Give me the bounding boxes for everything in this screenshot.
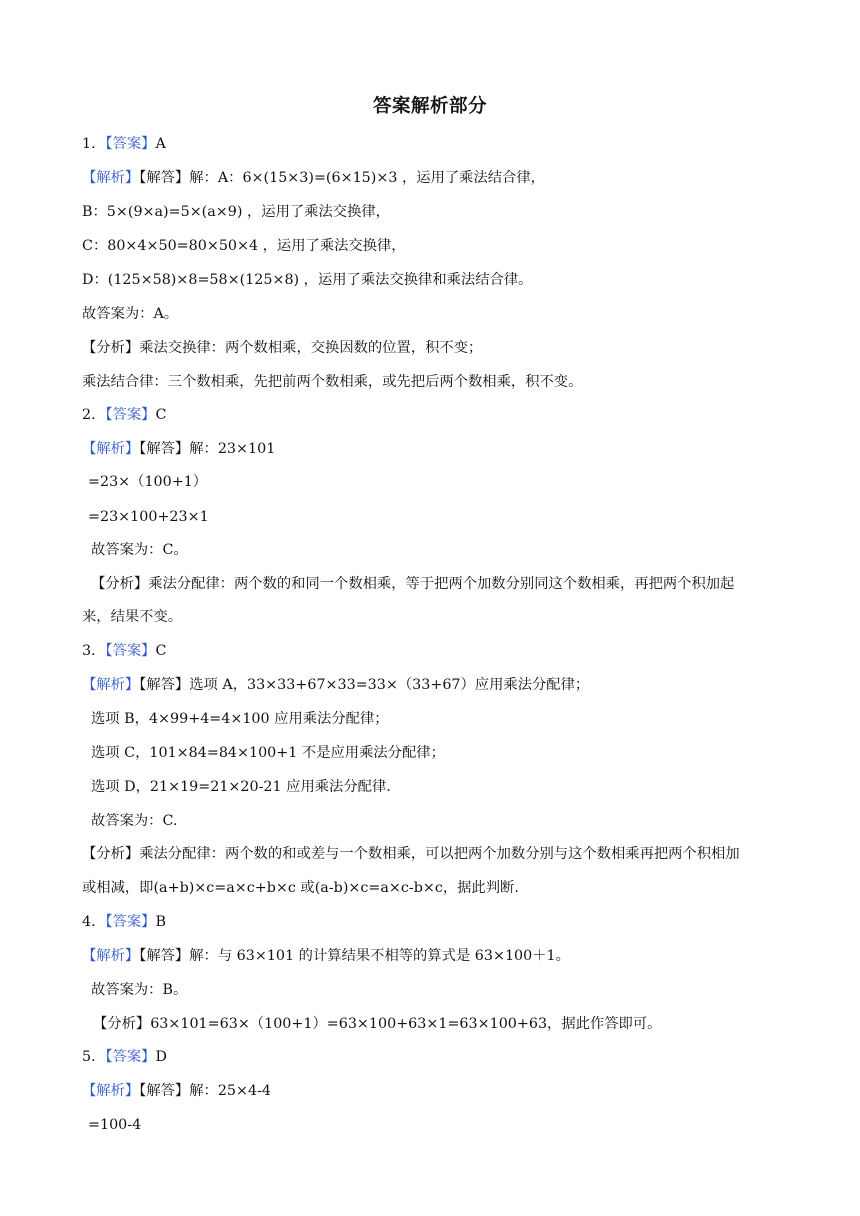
question-number: 3．: [82, 643, 106, 659]
fenxi-label: 【分析】: [82, 340, 140, 356]
q5-text-2: =100-4: [88, 1117, 142, 1133]
q3-analysis-line: [82, 844, 740, 864]
q1-analysis-text: 乘法交换律：两个数相乘，交换因数的位置，积不变；: [139, 340, 483, 356]
q3-answer-line: [82, 641, 166, 661]
q4-analysis-text: 63×101=63×（100+1）=63×100+63×1=63×100+63，据此作答即可。: [150, 1016, 662, 1032]
q4-text-2: 故答案为：B。: [91, 982, 188, 998]
q3-text-5: 故答案为：C.: [91, 813, 178, 829]
q2-explain-line: [82, 439, 275, 459]
q1-text-4: D：(125×58)×8=58×(125×8) ，运用了乘法交换律和乘法结合律。: [82, 272, 533, 288]
q2-text-4: 故答案为：C。: [91, 542, 188, 558]
q1-answer-line: [82, 134, 166, 154]
q1-analysis-line: [82, 338, 482, 358]
q2-answer-line: [82, 405, 166, 425]
q5-text-1: 解：25×4-4: [189, 1083, 272, 1099]
page-title: 答案解析部分: [372, 96, 487, 117]
jiexi-label: 【解析】: [82, 948, 140, 964]
answer-value: C: [155, 407, 167, 423]
answer-label: 【答案】: [105, 1049, 156, 1065]
question-number: 2．: [82, 407, 106, 423]
q4-explain-line: [82, 946, 570, 966]
q3-text-7: 或相减，即(a+b)×c=a×c+b×c 或(a-b)×c=a×c-b×c，据此判断.: [82, 880, 519, 896]
q3-text-4: 选项 D，21×19=21×20-21 应用乘法分配律.: [91, 779, 391, 795]
question-number: 5．: [82, 1049, 106, 1065]
q1-explain-line: [82, 168, 545, 188]
jiexi-label: 【解析】: [82, 170, 140, 186]
answer-label: 【答案】: [105, 407, 156, 423]
q4-text-1: 解：与 63×101 的计算结果不相等的算式是 63×100＋1。: [189, 948, 570, 964]
jieda-label: 【解答】: [139, 1083, 190, 1099]
fenxi-label: 【分析】: [91, 576, 149, 592]
jieda-label: 【解答】: [139, 677, 190, 693]
q1-text-5: 故答案为：A。: [82, 306, 179, 322]
fenxi-label: 【分析】: [82, 846, 140, 862]
q2-text-1: 解：23×101: [189, 441, 276, 457]
answer-value: A: [155, 136, 166, 152]
q5-answer-line: [82, 1047, 167, 1067]
q2-text-6: 来，结果不变。: [82, 609, 183, 625]
jiexi-label: 【解析】: [82, 677, 140, 693]
jieda-label: 【解答】: [139, 170, 190, 186]
jieda-label: 【解答】: [139, 948, 190, 964]
jieda-label: 【解答】: [139, 441, 190, 457]
q2-text-2: =23×（100+1）: [88, 474, 208, 490]
q4-analysis-line: [93, 1014, 661, 1034]
q1-text-3: C：80×4×50=80×50×4 ，运用了乘法交换律，: [82, 238, 406, 254]
q4-answer-line: [82, 912, 166, 932]
q5-explain-line: [82, 1081, 271, 1101]
q2-text-3: =23×100+23×1: [88, 509, 209, 525]
q1-text-1: 解：A：6×(15×3)=(6×15)×3 ，运用了乘法结合律，: [189, 170, 545, 186]
q1-text-7: 乘法结合律：三个数相乘，先把前两个数相乘，或先把后两个数相乘，积不变。: [82, 374, 583, 390]
q3-text-1: 选项 A，33×33+67×33=33×（33+67）应用乘法分配律；: [189, 677, 590, 693]
answer-label: 【答案】: [105, 914, 156, 930]
q3-explain-line: [82, 675, 589, 695]
q2-analysis-text: 乘法分配律：两个数的和同一个数相乘，等于把两个加数分别同这个数相乘，再把两个积加起: [148, 576, 735, 592]
question-number: 4．: [82, 914, 106, 930]
q3-text-3: 选项 C，101×84=84×100+1 不是应用乘法分配律；: [91, 745, 445, 761]
answer-value: D: [155, 1049, 167, 1065]
jiexi-label: 【解析】: [82, 1083, 140, 1099]
q1-text-2: B：5×(9×a)=5×(a×9) ，运用了乘法交换律，: [82, 204, 390, 220]
question-number: 1．: [82, 136, 106, 152]
answer-value: C: [155, 643, 167, 659]
jiexi-label: 【解析】: [82, 441, 140, 457]
answer-label: 【答案】: [105, 643, 156, 659]
fenxi-label: 【分析】: [93, 1016, 151, 1032]
answer-label: 【答案】: [105, 136, 156, 152]
q3-text-2: 选项 B，4×99+4=4×100 应用乘法分配律；: [91, 711, 389, 727]
q3-analysis-text: 乘法分配律：两个数的和或差与一个数相乘，可以把两个加数分别与这个数相乘再把两个积相加: [139, 846, 740, 862]
answer-value: B: [155, 914, 166, 930]
q2-analysis-line: [91, 574, 734, 594]
